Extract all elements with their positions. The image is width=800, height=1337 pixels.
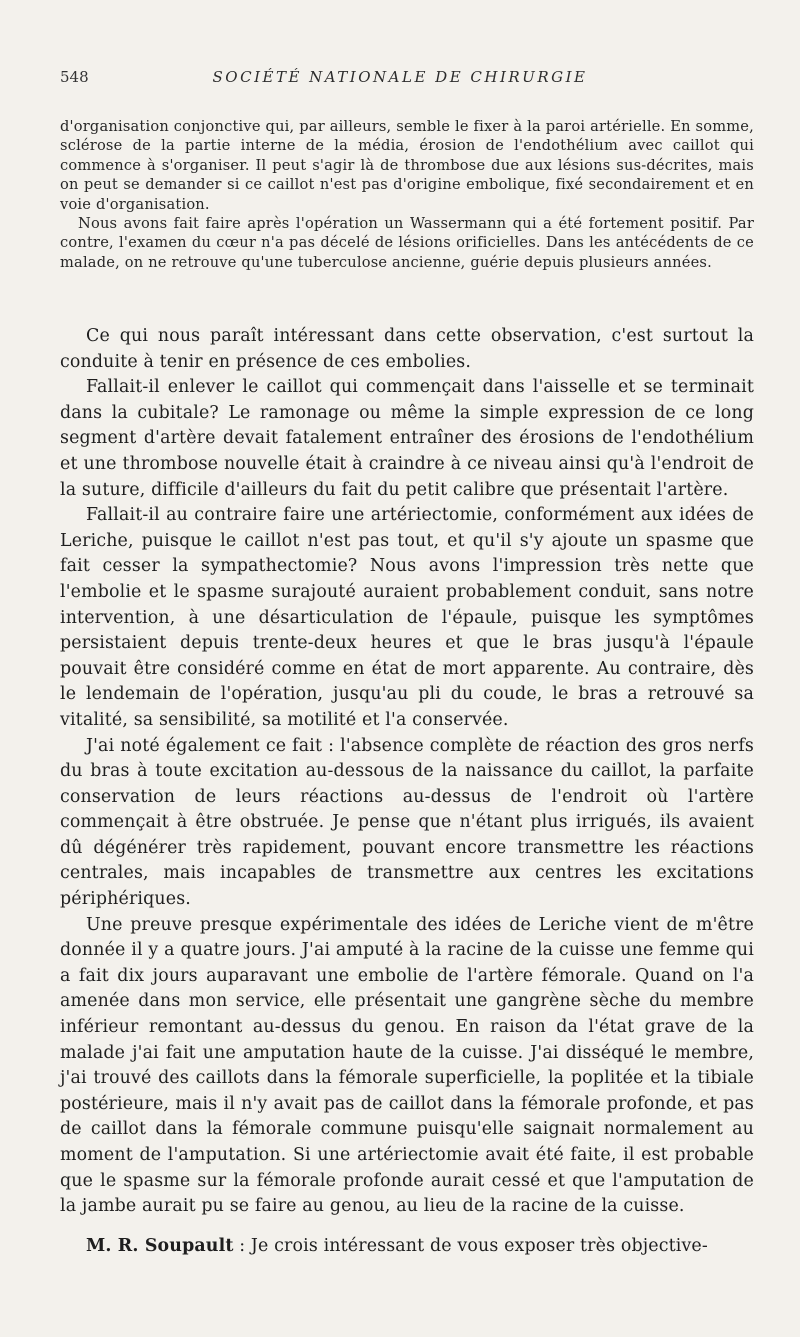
speaker-name: M. R. Soupault <box>86 1235 234 1256</box>
main-paragraph-4: J'ai noté également ce fait : l'absence complète de réaction des gros nerfs du bras à toute excitation au-dessous de la naissance du caillot, la parfaite conservation de leurs réactions au-dessus de l'endroit où l'artère commençait à être obstruée. Je pense que n'étant plus irrigués, ils avaient dû dégénérer très rapidement, pouvant encore transmettre les réactions centrales, mais incapables de transmettre aux centres les excitations périphériques. <box>60 735 754 910</box>
main-paragraph-1: Ce qui nous paraît intéressant dans cette observation, c'est surtout la conduite à tenir en présence de ces embolies. <box>60 326 754 372</box>
small-paragraph-1: d'organisation conjonctive qui, par ailleurs, semble le fixer à la paroi artérielle. En somme, sclérose de la partie interne de la média, érosion de l'endothélium avec caillot qui commence à s'organiser. Il peut s'agir là de thrombose due aux lésions sus-décrites, mais on peut se demander si ce caillot n'est pas d'origine embolique, fixé secondairement et en voie d'organisation. <box>60 118 754 213</box>
main-paragraph-5: Une preuve presque expérimentale des idées de Leriche vient de m'être donnée il y a quatre jours. J'ai amputé à la racine de la cuisse une femme qui a fait dix jours auparavant une embolie de l'artère fémorale. Quand on l'a amenée dans mon service, elle présentait une gangrène sèche du membre inférieur remontant au-dessus du genou. En raison da l'état grave de la malade j'ai fait une amputation haute de la cuisse. J'ai disséqué le membre, j'ai trouvé des caillots dans la fémorale superficielle, la poplitée et la tibiale postérieure, mais il n'y avait pas de caillot dans la fémorale profonde, et pas de caillot dans la fémorale commune puisqu'elle saignait normalement au moment de l'amputation. Si une artériectomie avait été faite, il est probable que le spasme sur la fémorale profonde aurait cessé et que l'amputation de la jambe aurait pu se faire au genou, au lieu de la racine de la cuisse. <box>60 914 754 1217</box>
page-number: 548 <box>60 68 89 86</box>
main-paragraph-3: Fallait-il au contraire faire une artériectomie, conformément aux idées de Leriche, puisque le caillot n'est pas tout, et qu'il s'y ajoute un spasme que fait cesser la sympathectomie? Nous avons l'impression très nette que l'embolie et le spasme surajouté auraient probablement conduit, sans notre intervention, à une désarticulation de l'épaule, puisque les symptômes persistaient depuis trente-deux heures et que le bras jusqu'à l'épaule pouvait être considéré comme en état de mort apparente. Au contraire, dès le lendemain de l'opération, jusqu'au pli du coude, le bras a retrouvé sa vitalité, sa sensibilité, sa motilité et l'a conservée. <box>60 505 754 730</box>
final-paragraph <box>60 1234 754 1260</box>
main-paragraph-2: Fallait-il enlever le caillot qui commençait dans l'aisselle et se terminait dans la cubitale? Le ramonage ou même la simple expression de ce long segment d'artère devait fatalement entraîner des érosions de l'endothélium et une thrombose nouvelle était à craindre à ce niveau ainsi qu'à l'endroit de la suture, difficile d'ailleurs du fait du petit calibre que présentait l'artère. <box>60 377 754 500</box>
small-paragraph-2: Nous avons fait faire après l'opération un Wassermann qui a été fortement positif. Par contre, l'examen du cœur n'a pas décelé de lésions orificielles. Dans les antécédents de ce malade, on ne retrouve qu'une tuberculose ancienne, guérie depuis plusieurs années. <box>60 215 754 271</box>
running-title: SOCIÉTÉ NATIONALE DE CHIRURGIE <box>212 68 588 86</box>
page-header <box>60 68 740 98</box>
final-paragraph-text: : Je crois intéressant de vous exposer très objective- <box>233 1235 708 1256</box>
main-text-section <box>60 324 754 1259</box>
small-type-section <box>60 117 754 272</box>
